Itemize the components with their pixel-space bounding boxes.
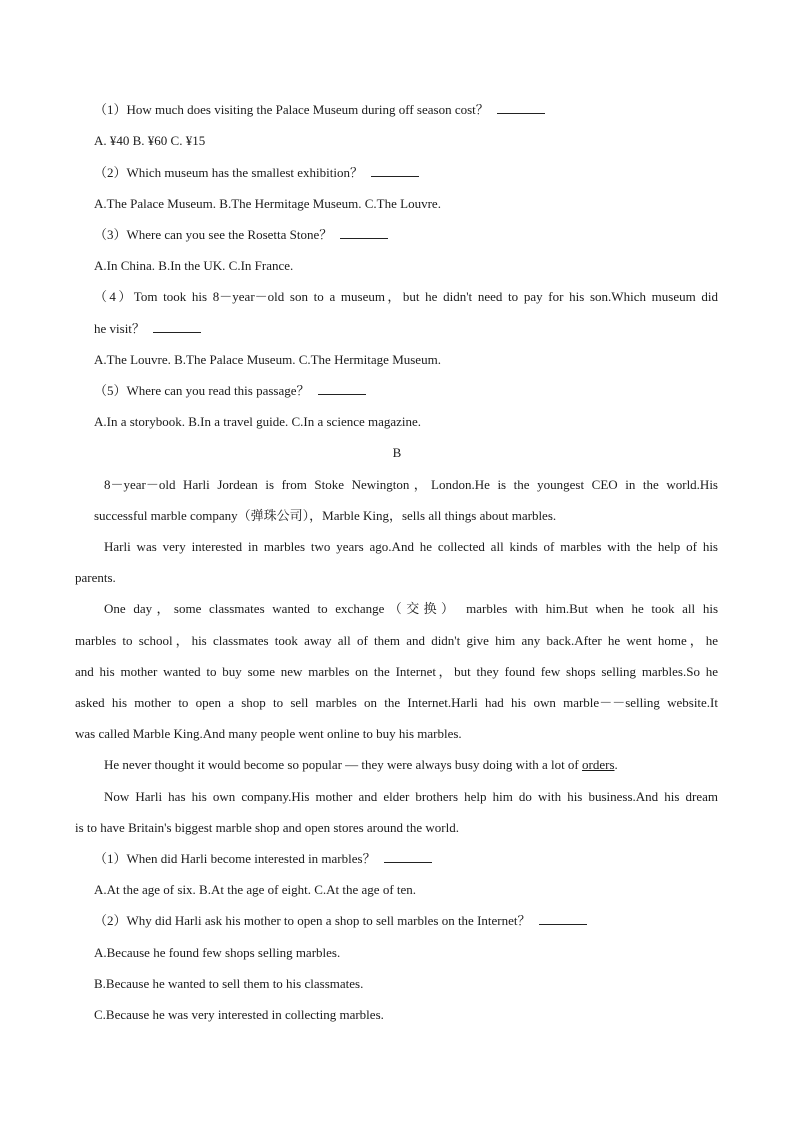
passage-p3-line5: was called Marble King.And many people went online to buy his marbles.: [75, 726, 462, 741]
options-a1: A. ¥40 B. ¥60 C. ¥15: [94, 133, 206, 148]
question-a1: （1）How much does visiting the Palace Museum during off season cost？: [94, 102, 545, 118]
passage-p1-line1: 8－year－old Harli Jordean is from Stoke Newington，London.He is the youngest CEO in the world.His: [104, 477, 718, 492]
underlined-word: orders: [582, 757, 615, 772]
option-b2-b: B.Because he wanted to sell them to his classmates.: [94, 976, 364, 991]
option-b2-a: A.Because he found few shops selling marbles.: [94, 945, 341, 960]
passage-p2-line2: parents.: [75, 570, 116, 585]
option-b2-c: C.Because he was very interested in collecting marbles.: [94, 1007, 384, 1022]
answer-blank[interactable]: [539, 913, 587, 925]
answer-blank[interactable]: [497, 102, 545, 114]
question-a4-line1: （4）Tom took his 8－year－old son to a museum，but he didn't need to pay for his son.Which museum did: [94, 289, 718, 304]
passage-p3-line1: One day，some classmates wanted to exchange（交换） marbles with him.But when he took all his: [104, 601, 718, 616]
passage-p5-line1: Now Harli has his own company.His mother and elder brothers help him do with his business.And his dream: [104, 789, 718, 804]
options-a5: A.In a storybook. B.In a travel guide. C.In a science magazine.: [94, 414, 422, 429]
options-b1: A.At the age of six. B.At the age of eight. C.At the age of ten.: [94, 882, 417, 897]
passage-p3-line2: marbles to school，his classmates took away all of them and didn't give him any back.After he went home，he: [75, 633, 718, 648]
answer-blank[interactable]: [318, 383, 366, 395]
answer-blank[interactable]: [153, 321, 201, 333]
question-b2: （2）Why did Harli ask his mother to open a shop to sell marbles on the Internet？: [94, 913, 587, 929]
passage-p3-line4: asked his mother to open a shop to sell marbles on the Internet.Harli had his own marble－－selling website.It: [75, 695, 718, 710]
question-a2: （2）Which museum has the smallest exhibition？: [94, 165, 419, 181]
question-a3: （3）Where can you see the Rosetta Stone？: [94, 227, 388, 243]
question-a5: （5）Where can you read this passage？: [94, 383, 366, 399]
question-a4-line2: he visit？: [94, 321, 201, 337]
passage-p1-line2: successful marble company（弹珠公司），Marble King，sells all things about marbles.: [94, 508, 557, 523]
options-a4: A.The Louvre. B.The Palace Museum. C.The Hermitage Museum.: [94, 352, 441, 367]
question-b1: （1）When did Harli become interested in marbles？: [94, 851, 432, 867]
options-a2: A.The Palace Museum. B.The Hermitage Museum. C.The Louvre.: [94, 196, 441, 211]
options-a3: A.In China. B.In the UK. C.In France.: [94, 258, 294, 273]
passage-p4: He never thought it would become so popular — they were always busy doing with a lot of orders.: [104, 757, 618, 772]
passage-p3-line3: and his mother wanted to buy some new marbles on the Internet，but they found few shops selling marbles.So he: [75, 664, 718, 679]
section-heading-b: B: [392, 445, 402, 460]
passage-p2-line1: Harli was very interested in marbles two years ago.And he collected all kinds of marbles with the help of his: [104, 539, 718, 554]
answer-blank[interactable]: [371, 165, 419, 177]
answer-blank[interactable]: [340, 227, 388, 239]
answer-blank[interactable]: [384, 851, 432, 863]
passage-p5-line2: is to have Britain's biggest marble shop and open stores around the world.: [75, 820, 459, 835]
